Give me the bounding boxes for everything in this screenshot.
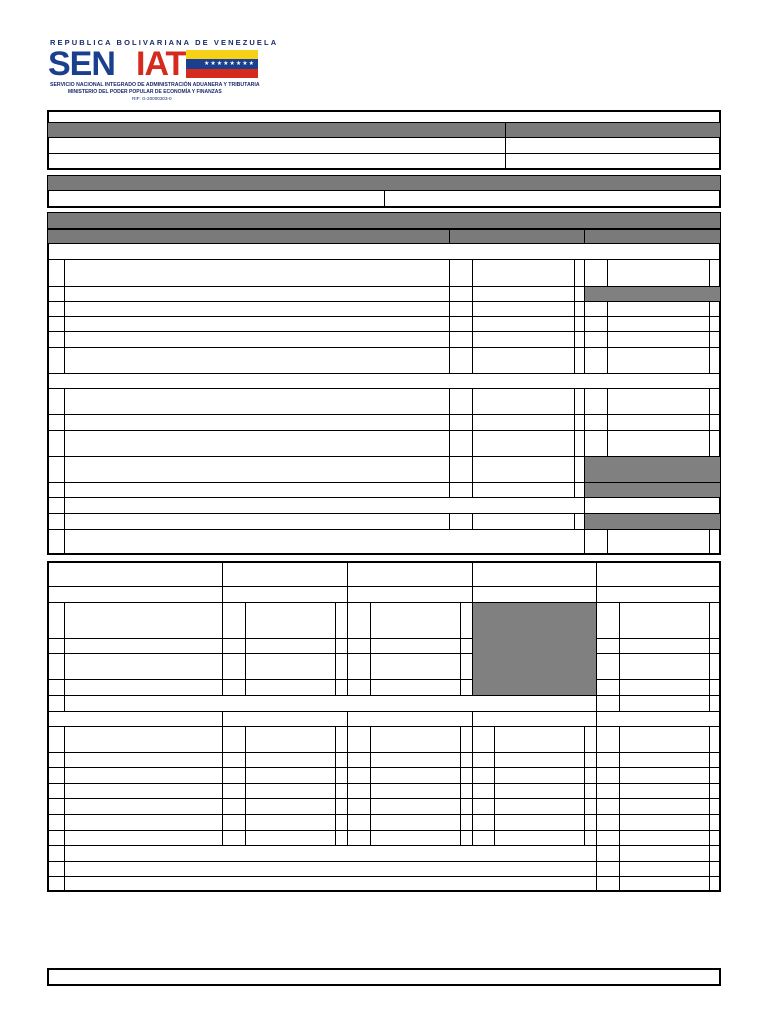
field-rif[interactable] [507,139,719,153]
shaded-cell [585,514,720,529]
section-identification-header [47,122,721,138]
seniat-logo [48,38,279,108]
tax-table-column-headers [47,229,721,244]
section-tax-table [47,212,721,555]
logo-subtitle-1: SERVICIO NACIONAL INTEGRADO DE ADMINISTRACIÓN ADUANERA Y TRIBUTARIA [50,82,260,88]
shaded-cell [585,457,720,482]
tax-table-title-bar [47,212,721,229]
logo-rif: RIF: G-20000303-0 [132,96,172,101]
field-declaration-left[interactable] [49,192,383,206]
logo-brand-left: SEN [48,45,115,83]
field-period[interactable] [507,154,719,168]
logo-subtitle-2: MINISTERIO DEL PODER POPULAR DE ECONOMÍA Y FINANZAS [68,89,222,95]
field-name[interactable] [49,139,504,153]
shaded-cell [585,483,720,497]
shaded-cell [585,287,720,301]
section-declaration-header [47,175,721,191]
shaded-cell [473,603,596,695]
venezuela-flag-icon [186,50,258,78]
logo-country-line: REPUBLICA BOLIVARIANA DE VENEZUELA [50,38,279,47]
flag-stars: ★★★★★★★★ [204,61,256,67]
footer-box [47,968,721,986]
field-declaration-right[interactable] [386,192,719,206]
logo-brand-right: IAT [136,45,186,83]
field-address[interactable] [49,154,504,168]
